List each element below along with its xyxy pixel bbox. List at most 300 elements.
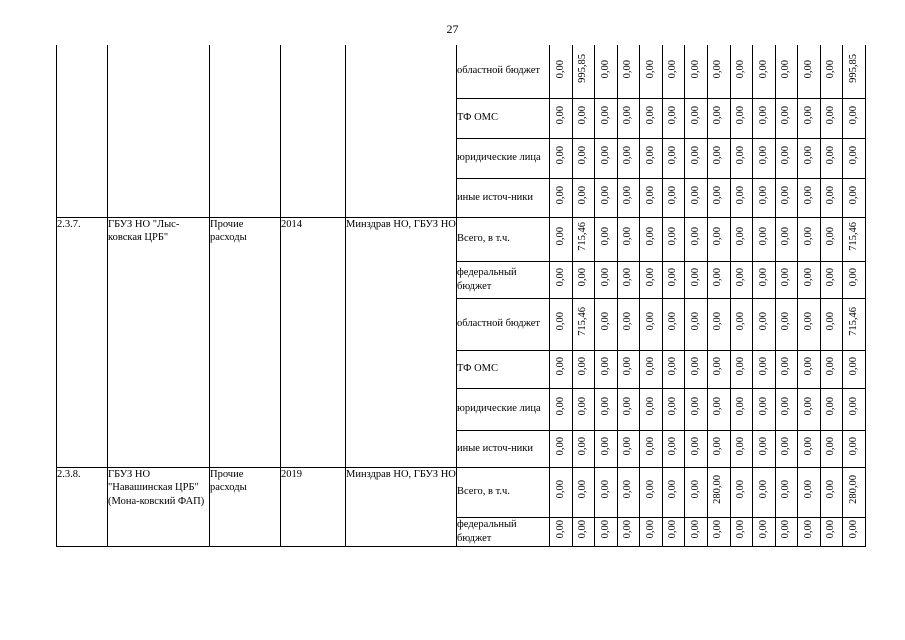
amount-value: 0,00	[802, 480, 814, 499]
amount-cell	[595, 430, 618, 467]
amount-cell	[617, 350, 640, 388]
amount-cell	[843, 467, 866, 517]
amount-cell	[550, 261, 573, 298]
amount-cell	[572, 217, 595, 261]
amount-cell	[572, 298, 595, 350]
amount-value: 0,00	[689, 436, 701, 456]
amount-cell	[820, 45, 843, 98]
amount-value: 0,00	[689, 519, 701, 539]
amount-value: 0,00	[622, 59, 634, 79]
amount-cell	[843, 517, 866, 546]
amount-cell	[730, 517, 753, 546]
amount-cell	[730, 138, 753, 178]
amount-value: 0,00	[847, 436, 859, 456]
amount-cell	[685, 138, 708, 178]
amount-cell	[707, 467, 730, 517]
amount-value: 0,00	[757, 519, 769, 539]
amount-value: 995,85	[847, 54, 859, 84]
amount-value: 0,00	[825, 106, 837, 125]
amount-cell	[572, 98, 595, 138]
amount-value: 0,00	[780, 267, 792, 287]
expense-type: Прочие расходы	[210, 467, 281, 546]
amount-cell	[685, 388, 708, 430]
amount-value: 0,00	[644, 106, 656, 125]
amount-cell	[820, 467, 843, 517]
amount-value: 0,00	[667, 59, 679, 79]
amount-cell	[798, 430, 821, 467]
amount-value: 0,00	[622, 480, 634, 499]
amount-cell	[550, 178, 573, 217]
amount-cell	[820, 138, 843, 178]
amount-value: 0,00	[599, 357, 611, 376]
amount-value: 0,00	[825, 397, 837, 416]
amount-value: 0,00	[554, 312, 566, 331]
amount-value: 0,00	[780, 185, 792, 205]
amount-cell	[843, 45, 866, 98]
amount-cell	[662, 517, 685, 546]
amount-cell	[843, 98, 866, 138]
amount-cell	[550, 98, 573, 138]
amount-cell	[662, 388, 685, 430]
amount-cell	[640, 388, 663, 430]
amount-cell	[595, 298, 618, 350]
amount-value: 0,00	[689, 397, 701, 416]
item-code: 2.3.7.	[57, 217, 108, 467]
amount-value: 0,00	[599, 227, 611, 246]
amount-value: 0,00	[757, 480, 769, 499]
amount-value: 0,00	[780, 480, 792, 499]
amount-value: 0,00	[644, 185, 656, 205]
amount-cell	[572, 261, 595, 298]
amount-cell	[798, 388, 821, 430]
amount-value: 0,00	[622, 436, 634, 456]
amount-value: 0,00	[644, 397, 656, 416]
table-row	[57, 45, 866, 98]
amount-cell	[572, 388, 595, 430]
amount-cell	[662, 217, 685, 261]
amount-cell	[617, 138, 640, 178]
amount-value: 0,00	[757, 59, 769, 79]
amount-value: 0,00	[780, 519, 792, 539]
amount-value: 0,00	[712, 146, 724, 165]
amount-value: 0,00	[554, 106, 566, 125]
amount-cell	[775, 45, 798, 98]
amount-cell	[595, 45, 618, 98]
amount-cell	[753, 261, 776, 298]
amount-cell	[595, 261, 618, 298]
amount-value: 0,00	[825, 357, 837, 376]
amount-value: 0,00	[735, 436, 747, 456]
amount-cell	[775, 98, 798, 138]
amount-value: 280,00	[847, 475, 859, 505]
amount-cell	[595, 217, 618, 261]
year: 2019	[281, 467, 346, 546]
amount-value: 0,00	[577, 185, 589, 205]
amount-value: 0,00	[554, 519, 566, 539]
amount-value: 0,00	[757, 312, 769, 331]
amount-value: 0,00	[825, 519, 837, 539]
budget-table	[56, 45, 866, 547]
amount-value: 0,00	[622, 357, 634, 376]
institution-name: ГБУЗ НО "Лыс-ковская ЦРБ"	[108, 217, 210, 467]
amount-cell	[775, 430, 798, 467]
amount-cell	[662, 138, 685, 178]
amount-cell	[550, 388, 573, 430]
amount-value: 0,00	[577, 146, 589, 165]
amount-value: 0,00	[802, 267, 814, 287]
amount-value: 0,00	[757, 357, 769, 376]
amount-cell	[843, 430, 866, 467]
amount-cell	[730, 261, 753, 298]
executor: Минздрав НО, ГБУЗ НО	[346, 217, 457, 467]
amount-value: 0,00	[689, 267, 701, 287]
amount-cell	[753, 517, 776, 546]
amount-cell	[730, 388, 753, 430]
amount-value: 0,00	[599, 185, 611, 205]
amount-value: 0,00	[689, 312, 701, 331]
amount-cell	[572, 430, 595, 467]
amount-cell	[707, 261, 730, 298]
amount-value: 0,00	[825, 312, 837, 331]
amount-value: 0,00	[847, 519, 859, 539]
amount-value: 0,00	[644, 146, 656, 165]
amount-value: 0,00	[599, 480, 611, 499]
table-row	[57, 467, 866, 517]
amount-value: 0,00	[825, 267, 837, 287]
amount-value: 0,00	[847, 267, 859, 287]
amount-cell	[820, 178, 843, 217]
amount-cell	[707, 45, 730, 98]
amount-cell	[685, 298, 708, 350]
amount-value: 715,46	[847, 307, 859, 337]
amount-cell	[707, 350, 730, 388]
amount-cell	[707, 98, 730, 138]
amount-cell	[617, 388, 640, 430]
amount-value: 0,00	[757, 146, 769, 165]
amount-value: 0,00	[802, 185, 814, 205]
amount-value: 0,00	[735, 267, 747, 287]
amount-cell	[798, 45, 821, 98]
amount-cell	[820, 261, 843, 298]
amount-value: 0,00	[644, 480, 656, 499]
amount-value: 0,00	[780, 59, 792, 79]
funding-source: юридические лица	[457, 388, 550, 430]
amount-cell	[798, 98, 821, 138]
funding-source: иные источ-ники	[457, 178, 550, 217]
amount-value: 0,00	[622, 106, 634, 125]
funding-source: федеральный бюджет	[457, 517, 550, 546]
amount-cell	[617, 217, 640, 261]
amount-cell	[640, 467, 663, 517]
amount-value: 0,00	[667, 480, 679, 499]
amount-value: 0,00	[554, 185, 566, 205]
amount-value: 0,00	[644, 436, 656, 456]
amount-cell	[685, 467, 708, 517]
amount-value: 0,00	[644, 357, 656, 376]
amount-cell	[730, 467, 753, 517]
amount-value: 0,00	[712, 227, 724, 246]
amount-value: 0,00	[577, 519, 589, 539]
amount-cell	[685, 517, 708, 546]
amount-value: 0,00	[622, 312, 634, 331]
amount-cell	[572, 467, 595, 517]
amount-cell	[798, 350, 821, 388]
amount-cell	[572, 350, 595, 388]
amount-cell	[617, 261, 640, 298]
amount-value: 0,00	[712, 106, 724, 125]
amount-value: 0,00	[599, 519, 611, 539]
amount-value: 0,00	[802, 357, 814, 376]
amount-cell	[550, 350, 573, 388]
amount-cell	[707, 217, 730, 261]
amount-cell	[775, 138, 798, 178]
amount-cell	[617, 430, 640, 467]
amount-value: 0,00	[644, 59, 656, 79]
amount-cell	[707, 138, 730, 178]
amount-value: 0,00	[847, 357, 859, 376]
amount-cell	[685, 261, 708, 298]
amount-value: 0,00	[667, 106, 679, 125]
amount-cell	[640, 178, 663, 217]
amount-value: 0,00	[712, 397, 724, 416]
amount-value: 0,00	[689, 357, 701, 376]
amount-value: 0,00	[712, 519, 724, 539]
amount-value: 0,00	[780, 312, 792, 331]
amount-value: 0,00	[735, 357, 747, 376]
amount-value: 0,00	[825, 436, 837, 456]
amount-value: 0,00	[757, 267, 769, 287]
amount-value: 0,00	[825, 185, 837, 205]
amount-value: 0,00	[689, 146, 701, 165]
amount-value: 0,00	[644, 227, 656, 246]
amount-cell	[798, 261, 821, 298]
amount-value: 0,00	[577, 480, 589, 499]
amount-value: 0,00	[577, 397, 589, 416]
amount-cell	[617, 298, 640, 350]
amount-cell	[572, 517, 595, 546]
amount-value: 0,00	[689, 227, 701, 246]
amount-cell	[730, 298, 753, 350]
amount-cell	[595, 178, 618, 217]
amount-value: 0,00	[735, 227, 747, 246]
amount-cell	[798, 138, 821, 178]
amount-cell	[843, 298, 866, 350]
amount-cell	[843, 388, 866, 430]
amount-cell	[640, 261, 663, 298]
amount-cell	[753, 217, 776, 261]
amount-value: 0,00	[847, 397, 859, 416]
amount-cell	[753, 388, 776, 430]
amount-value: 0,00	[825, 146, 837, 165]
amount-value: 0,00	[802, 519, 814, 539]
amount-value: 0,00	[847, 106, 859, 125]
table-row	[57, 217, 866, 261]
institution-name	[108, 45, 210, 217]
amount-value: 0,00	[667, 436, 679, 456]
amount-value: 0,00	[599, 146, 611, 165]
executor: Минздрав НО, ГБУЗ НО	[346, 467, 457, 546]
amount-cell	[595, 98, 618, 138]
amount-cell	[662, 261, 685, 298]
amount-value: 0,00	[802, 312, 814, 331]
amount-value: 0,00	[847, 146, 859, 165]
expense-type: Прочие расходы	[210, 217, 281, 467]
amount-cell	[775, 350, 798, 388]
expense-type	[210, 45, 281, 217]
institution-name: ГБУЗ НО "Навашинская ЦРБ" (Мона-ковский ФАП)	[108, 467, 210, 546]
amount-cell	[617, 467, 640, 517]
amount-value: 0,00	[622, 146, 634, 165]
amount-cell	[640, 298, 663, 350]
amount-cell	[820, 298, 843, 350]
amount-cell	[730, 350, 753, 388]
amount-value: 0,00	[577, 267, 589, 287]
amount-value: 0,00	[735, 397, 747, 416]
amount-cell	[843, 261, 866, 298]
amount-cell	[775, 217, 798, 261]
amount-cell	[798, 178, 821, 217]
amount-value: 0,00	[554, 397, 566, 416]
amount-cell	[775, 388, 798, 430]
amount-value: 995,85	[577, 54, 589, 84]
amount-value: 0,00	[689, 185, 701, 205]
amount-cell	[798, 517, 821, 546]
funding-source: областной бюджет	[457, 298, 550, 350]
amount-cell	[798, 217, 821, 261]
funding-source: юридические лица	[457, 138, 550, 178]
amount-cell	[640, 350, 663, 388]
amount-cell	[685, 45, 708, 98]
amount-cell	[843, 138, 866, 178]
amount-value: 0,00	[622, 397, 634, 416]
amount-cell	[730, 45, 753, 98]
amount-value: 0,00	[599, 436, 611, 456]
amount-cell	[707, 430, 730, 467]
funding-source: иные источ-ники	[457, 430, 550, 467]
amount-value: 0,00	[622, 185, 634, 205]
amount-value: 715,46	[577, 307, 589, 337]
amount-value: 0,00	[802, 106, 814, 125]
amount-value: 0,00	[712, 312, 724, 331]
amount-cell	[550, 517, 573, 546]
amount-cell	[753, 298, 776, 350]
amount-value: 0,00	[847, 185, 859, 205]
amount-value: 0,00	[667, 267, 679, 287]
amount-cell	[640, 45, 663, 98]
amount-value: 0,00	[644, 519, 656, 539]
amount-value: 0,00	[802, 146, 814, 165]
budget-table-body	[57, 45, 866, 546]
amount-value: 0,00	[757, 436, 769, 456]
amount-value: 0,00	[667, 227, 679, 246]
amount-cell	[662, 45, 685, 98]
amount-cell	[685, 98, 708, 138]
amount-value: 0,00	[667, 519, 679, 539]
amount-cell	[730, 217, 753, 261]
amount-cell	[662, 467, 685, 517]
funding-source: федеральный бюджет	[457, 261, 550, 298]
amount-value: 0,00	[802, 227, 814, 246]
amount-cell	[820, 98, 843, 138]
item-code: 2.3.8.	[57, 467, 108, 546]
amount-cell	[550, 45, 573, 98]
amount-cell	[550, 430, 573, 467]
amount-cell	[617, 45, 640, 98]
amount-value: 0,00	[712, 59, 724, 79]
amount-cell	[550, 217, 573, 261]
amount-value: 0,00	[622, 519, 634, 539]
amount-cell	[595, 350, 618, 388]
amount-cell	[707, 298, 730, 350]
amount-cell	[662, 98, 685, 138]
amount-value: 0,00	[599, 59, 611, 79]
amount-cell	[662, 350, 685, 388]
amount-value: 0,00	[689, 106, 701, 125]
amount-value: 0,00	[577, 436, 589, 456]
amount-cell	[685, 350, 708, 388]
amount-cell	[595, 517, 618, 546]
amount-cell	[753, 98, 776, 138]
amount-cell	[820, 517, 843, 546]
amount-value: 0,00	[644, 267, 656, 287]
amount-value: 0,00	[825, 59, 837, 79]
amount-cell	[843, 217, 866, 261]
amount-cell	[753, 45, 776, 98]
amount-cell	[595, 388, 618, 430]
amount-cell	[662, 178, 685, 217]
amount-cell	[550, 138, 573, 178]
amount-cell	[775, 298, 798, 350]
amount-cell	[550, 467, 573, 517]
amount-value: 0,00	[667, 146, 679, 165]
amount-cell	[798, 298, 821, 350]
amount-value: 0,00	[667, 397, 679, 416]
item-code	[57, 45, 108, 217]
amount-cell	[707, 178, 730, 217]
amount-value: 0,00	[825, 227, 837, 246]
amount-cell	[617, 178, 640, 217]
amount-value: 280,00	[712, 475, 724, 505]
amount-value: 0,00	[735, 312, 747, 331]
amount-cell	[730, 430, 753, 467]
amount-value: 0,00	[599, 312, 611, 331]
amount-cell	[753, 430, 776, 467]
amount-value: 0,00	[735, 519, 747, 539]
amount-cell	[753, 467, 776, 517]
amount-value: 0,00	[780, 436, 792, 456]
amount-value: 0,00	[712, 436, 724, 456]
amount-cell	[730, 178, 753, 217]
amount-cell	[707, 517, 730, 546]
amount-value: 0,00	[667, 357, 679, 376]
amount-cell	[572, 178, 595, 217]
amount-value: 0,00	[554, 267, 566, 287]
amount-value: 0,00	[554, 146, 566, 165]
amount-value: 0,00	[554, 357, 566, 376]
amount-value: 0,00	[757, 185, 769, 205]
amount-value: 0,00	[735, 185, 747, 205]
amount-cell	[843, 178, 866, 217]
amount-value: 0,00	[825, 480, 837, 499]
amount-cell	[595, 138, 618, 178]
executor	[346, 45, 457, 217]
amount-value: 0,00	[780, 106, 792, 125]
amount-value: 0,00	[577, 357, 589, 376]
amount-cell	[640, 98, 663, 138]
amount-value: 0,00	[622, 227, 634, 246]
year: 2014	[281, 217, 346, 467]
amount-cell	[775, 261, 798, 298]
